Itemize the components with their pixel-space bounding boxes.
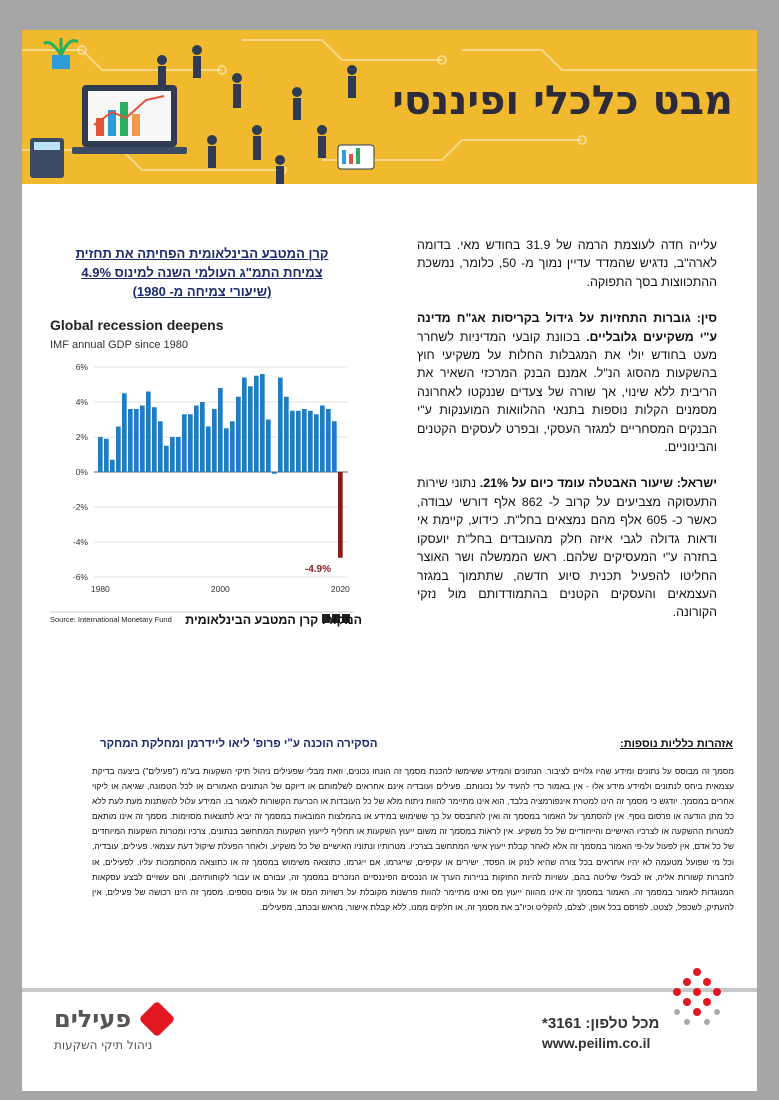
article-column <box>417 236 717 640</box>
gdp-bar <box>242 378 247 473</box>
gdp-bar <box>98 437 103 472</box>
article-paragraph <box>417 474 717 621</box>
chart-heading-line: צמיחת התמ"ג העולמי השנה למינוס 4.9% <box>81 265 323 280</box>
y-tick-label: 2% <box>75 432 88 442</box>
logo-subtitle: ניהול תיקי השקעות <box>54 1038 153 1052</box>
y-tick-label: 4% <box>75 397 88 407</box>
chart-source: Source: International Monetary Fund <box>50 615 172 624</box>
gdp-bar <box>224 428 229 472</box>
peilim-logo-diamond-icon <box>139 1001 176 1038</box>
gdp-bar <box>308 411 313 472</box>
y-tick-label: 0% <box>75 467 88 477</box>
disclaimer-heading: אזהרות כלליות נוספות: <box>620 738 733 750</box>
x-tick-label: 1980 <box>90 584 110 594</box>
gdp-bar <box>164 446 169 472</box>
logo-name: פעילים <box>54 1005 132 1033</box>
footer-phone: מכל טלפון: 3161* <box>542 1015 660 1032</box>
dots-pattern-icon <box>662 964 732 1034</box>
gdp-bar <box>152 407 157 472</box>
gdp-bar <box>116 427 121 473</box>
footer-divider <box>22 988 757 992</box>
gdp-bar <box>254 376 259 472</box>
gdp-bar <box>206 427 211 473</box>
gdp-bar <box>200 402 205 472</box>
paragraph-text: נתוני שירות התעסוקה מצביעים על קרוב ל- 862 אלף דורשי עבודה, כאשר כ- 605 אלף מהם נמצאים בחל"ת. כידוע, קיימת אי ודאות גדולה לגבי איזה חלק מהעובדים בחל"ת יועסקו בחזרה ע"י המעסיקים שלהם. ראש הממשלה ושר האוצר החליטו להפעיל תכנית סיוע חדשה, שתתמוך במגזר העצמאים והעסקים הקטנים בהתמודדותם מול נזקי הקורונה. <box>417 476 718 620</box>
x-tick-label: 2000 <box>210 584 230 594</box>
gdp-bar <box>248 386 253 472</box>
x-tick-label: 2020 <box>330 584 350 594</box>
gdp-bar <box>290 411 295 472</box>
banner-title: מבט כלכלי ופיננסי <box>392 78 733 124</box>
article-paragraph <box>417 309 717 456</box>
gdp-bar <box>326 409 331 472</box>
gdp-bar <box>236 397 241 472</box>
chart-annotation: -4.9% <box>304 564 331 575</box>
gdp-bar <box>140 406 145 473</box>
y-tick-label: -4% <box>72 537 88 547</box>
gdp-bar <box>182 414 187 472</box>
gdp-bar <box>320 406 325 473</box>
gdp-bar <box>260 374 265 472</box>
gdp-bar <box>146 392 151 473</box>
gdp-bar <box>296 411 301 472</box>
y-tick-label: 6% <box>75 362 88 372</box>
article-paragraph <box>417 236 717 291</box>
gdp-bar <box>314 414 319 472</box>
y-tick-label: -6% <box>72 572 88 582</box>
y-tick-label: -2% <box>72 502 88 512</box>
gdp-bar <box>128 409 133 472</box>
chart-title: Global recession deepens <box>50 317 224 333</box>
paragraph-text: בכוונת קובעי המדיניות לשחרר מעט בחודש יולי את המגבלות החלות על משקיעי חוץ בהשקעות מהסוג הנ"ל. אמנם הבנק המרכזי השאיר את הריבית ללא שינוי, אך שורה של צעדים שננקטו לאחרונה מסמנים הקלות נוספות בתנאי ההלוואות המוענקות ע"י הבנקים המסחריים למגזר העסקי, ובפרט לעסקים הקטנים והבינוניים. <box>417 329 717 455</box>
gdp-chart-svg <box>48 316 356 628</box>
gdp-bar <box>122 393 127 472</box>
chart-heading-line: (שיעורי צמיחה מ- 1980) <box>132 284 272 299</box>
document-page <box>22 30 757 1091</box>
gdp-bar <box>230 421 235 472</box>
gdp-bar <box>158 421 163 472</box>
gdp-bar <box>194 406 199 473</box>
footer-website: www.peilim.co.il <box>542 1035 651 1051</box>
chart-subtitle: IMF annual GDP since 1980 <box>50 339 188 351</box>
gdp-bar <box>272 472 277 474</box>
gdp-bar <box>170 437 175 472</box>
chart-heading-line: קרן המטבע הבינלאומית הפחיתה את תחזית <box>75 246 329 261</box>
gdp-bar <box>278 378 283 473</box>
chart-source-note: המקור: קרן המטבע הבינלאומית <box>185 613 362 627</box>
paragraph-lead: ישראל: שיעור האבטלה עומד כיום על 21%. <box>479 476 717 491</box>
gdp-bar <box>104 439 109 472</box>
header-banner <box>22 30 757 184</box>
disclaimer-header-row <box>100 738 733 756</box>
gdp-bar <box>332 421 337 472</box>
gdp-bar <box>302 409 307 472</box>
gdp-bar <box>284 397 289 472</box>
prepared-by-note: הסקירה הוכנה ע"י פרופ' ליאו ליידרמן ומחלקת המחקר <box>100 738 378 750</box>
disclaimer-text: מסמך זה מבוסס על נתונים ומידע שהיו גלויים לציבור. הנתונים והמידע ששימשו להכנת מסמך זה הונחו נכונים, וזאת מבלי שפעילים ניהול תיקי השקעות בע"מ ("פעילים") ביצעה בדיקת עצמאית ביחס לנתונים ולמידע מידע אלו - אין באמור כדי להעיד על נכונותם. פעילים ועובדיה אינם אחראים לשלמותם או דיוקם של הנתונים האמורים או לכל הטמונה, שגיאה או ליקוי אחרים במסמך. יודגש כי מסמך זה הינו למטרת אינפורמציה בלבד, הוא אינו מתיימר להוות ניתוח מלא של כל העובדות או הכרעת הקשורות לאמור בו. המידע עלול להשתנות מעת לעת ללא כל מתן הודעה או פרסום נוסף. אין להסתמך על האמור במסמך זה ואין להתבסס על כך ששימוש במידע או בהמלצות המובאות במסמך זה יביא לתוצאות מסוימות. מסמך זה אינו מותאם למטרות ההשקעה או לצרכיו האישיים והייחודיים של כל משקיע. אין לראות במסמך זה משום ייעוץ השקעות או תחליף לייעוץ השקעות המתחשב בנתונים, צרכיו ומטרות השקעות המיוחדים של כל אדם, אין לפעול על-פי האמור במסמך זה אלא לאחר קבלת ייעוץ אישי המתחשב בצרכיו. מטרותיו ונתוניו האישיים של כל משקיע, ולאחר הפעלת שיקול דעת עצמאי. פעילים, עובדיה, וכל מי שפועל מטעמה לא יהיו אחראים בכל צורה שהיא לנזק או הפסד, ישירים או עקיפים, שייגרמו, אם ייגרמו, כתוצאה משימוש במסמך זה או כתוצאה מהסתמכות עליו. לפעילים, או לחברות קשורות אליה, או לבעלי שליטה בהם, עשויות להיות החזקות בניירות הערך או הנכסים הפיננסיים הנזכרים במסמך זה, עבורם או עבור לקוחותיהם, והם עשויים לבצע עסקאות המנוגדות לאמור במסמך זה. האמור במסמך זה אינו מהווה ייעוץ מס ואינו מתיימר להוות פרשנות מקובלת על רשויות המס או על גופים נוספים. מסמך זה הינו רכושה של פעילים, אין להעתיק, לשכפל, לצטט, לפרסם בכל אופן, לצלם, להקליט וכיו"ב את מסמך זה, או חלקים ממנו, ללא קבלת אישור, מראש ובכתב, מפעילים. <box>92 766 734 912</box>
gdp-bar <box>110 460 115 472</box>
gdp-bar <box>134 409 139 472</box>
paragraph-lead: סין: גוברות התחזיות על גידול בקריסות אג"ח מדינה ע"י משקיעים גלובליים. <box>417 311 717 344</box>
gdp-bar <box>212 409 217 472</box>
gdp-bar <box>266 420 271 473</box>
gdp-bar <box>176 437 181 472</box>
gdp-bar <box>218 388 223 472</box>
gdp-bar <box>338 472 343 558</box>
gdp-bar <box>188 414 193 472</box>
chart-heading <box>52 244 352 301</box>
paragraph-text: עלייה חדה לעוצמת הרמה של 31.9 בחודש מאי. בדומה לארה"ב, נדגיש שהמדד עדיין נמוך מ- 50, כלומר, נמשכת ההתכווצות בסך התפוקה. <box>417 238 717 289</box>
